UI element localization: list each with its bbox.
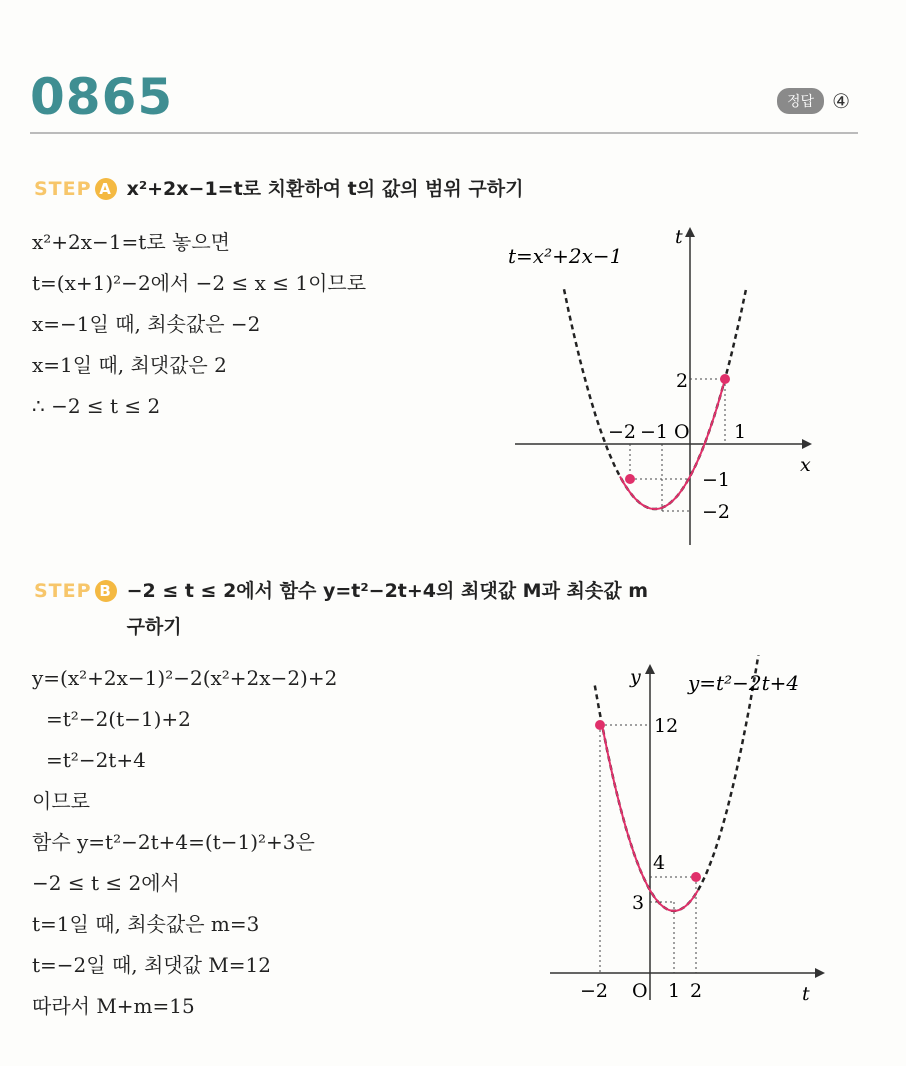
graph-a-tick-y-neg1: −1 xyxy=(702,469,731,491)
step-b-heading xyxy=(34,580,648,645)
step-a-label xyxy=(34,178,117,200)
graph-b-x-arrow xyxy=(815,968,825,978)
answer-box xyxy=(777,88,850,114)
graph-b-guides xyxy=(600,725,696,973)
answer-badge: 정답 xyxy=(777,88,824,114)
graph-b-y-label: y xyxy=(630,666,641,688)
graph-b-tick-t-1: 1 xyxy=(668,980,681,1002)
step-b-line: t=1일 때, 최솟값은 m=3 xyxy=(32,912,260,936)
step-a-line: x=1일 때, 최댓값은 2 xyxy=(32,353,227,377)
answer-value: ④ xyxy=(832,89,850,113)
step-a-line: x²+2x−1=t로 놓으면 xyxy=(32,230,230,254)
problem-number: 0865 xyxy=(30,68,174,126)
graph-a-tick-y-neg2: −2 xyxy=(702,501,731,523)
graph-b xyxy=(540,655,860,1015)
graph-a-x-arrow xyxy=(802,439,812,449)
header-divider xyxy=(30,132,858,134)
graph-b-tick-t-2: 2 xyxy=(690,980,703,1002)
graph-a-tick-x-neg2: −2 xyxy=(608,421,637,443)
step-b-letter: B xyxy=(95,580,117,602)
graph-b-tick-y-3: 3 xyxy=(632,892,645,914)
graph-a-tick-x-1: 1 xyxy=(734,421,747,443)
step-b-line: =t²−2t+4 xyxy=(46,748,146,772)
graph-a-equation: t=x²+2x−1 xyxy=(508,244,623,268)
step-b-line: 따라서 M+m=15 xyxy=(32,994,195,1018)
graph-a-x-label: x xyxy=(800,454,811,476)
graph-b-tick-y-12: 12 xyxy=(654,715,679,737)
step-b-line: 함수 y=t²−2t+4=(t−1)²+3은 xyxy=(32,830,315,854)
graph-b-tick-y-4: 4 xyxy=(653,852,666,874)
graph-b-tick-t-neg2: −2 xyxy=(580,980,609,1002)
step-b-line: y=(x²+2x−1)²−2(x²+2x−2)+2 xyxy=(32,666,338,690)
step-a-line: t=(x+1)²−2에서 −2 ≤ x ≤ 1이므로 xyxy=(32,271,367,295)
graph-a xyxy=(490,215,830,555)
step-b-label-text: STEP xyxy=(34,580,92,602)
graph-b-right-endpoint xyxy=(691,872,701,882)
graph-b-x-label: t xyxy=(802,983,810,1005)
step-b-line: t=−2일 때, 최댓값 M=12 xyxy=(32,953,271,977)
graph-a-y-label: t xyxy=(675,226,683,248)
step-b-body xyxy=(32,658,337,1027)
step-b-line: =t²−2(t−1)+2 xyxy=(46,707,191,731)
graph-a-tick-x-neg1: −1 xyxy=(640,421,669,443)
graph-b-max-endpoint xyxy=(595,720,605,730)
step-a-line: ∴ −2 ≤ t ≤ 2 xyxy=(32,394,161,418)
step-a-heading xyxy=(34,178,523,207)
step-a-line: x=−1일 때, 최솟값은 −2 xyxy=(32,312,261,336)
graph-a-origin: O xyxy=(674,421,690,443)
step-b-label xyxy=(34,580,117,602)
step-b-title xyxy=(127,573,648,645)
graph-b-origin: O xyxy=(632,980,648,1002)
graph-b-y-arrow xyxy=(645,664,655,674)
step-a-letter: A xyxy=(95,178,117,200)
step-b-title-line2: 구하기 xyxy=(126,616,182,638)
graph-a-y-arrow xyxy=(685,227,695,237)
graph-a-max-endpoint xyxy=(720,374,730,384)
step-a-label-text: STEP xyxy=(34,178,92,200)
step-a-body xyxy=(32,222,366,427)
graph-b-equation: y=t²−2t+4 xyxy=(688,671,800,695)
step-b-title-line1: −2 ≤ t ≤ 2에서 함수 y=t²−2t+4의 최댓값 M과 최솟값 m xyxy=(126,580,649,602)
graph-a-guides xyxy=(630,379,725,511)
graph-a-min-endpoint xyxy=(625,474,635,484)
step-b-line: −2 ≤ t ≤ 2에서 xyxy=(32,871,180,895)
step-b-line: 이므로 xyxy=(32,789,90,813)
step-a-title: x²+2x−1=t로 치환하여 t의 값의 범위 구하기 xyxy=(126,178,524,200)
graph-a-tick-y-2: 2 xyxy=(676,370,689,392)
